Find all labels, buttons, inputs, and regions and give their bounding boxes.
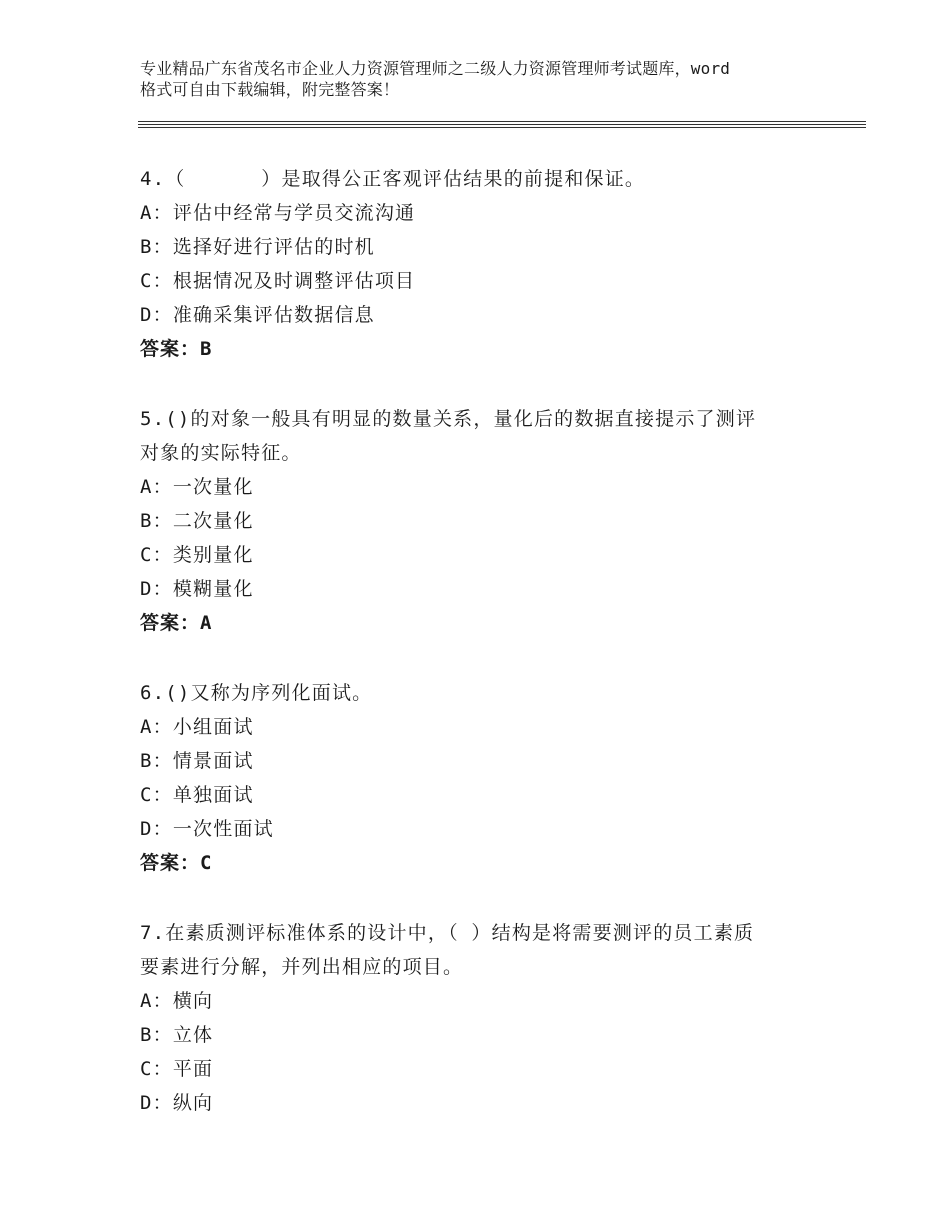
option-c: C：根据情况及时调整评估项目 xyxy=(140,270,416,292)
option-b: B：立体 xyxy=(140,1024,214,1046)
question-text: 5.()的对象一般具有明显的数量关系，量化后的数据直接提示了测评 xyxy=(140,408,757,430)
question-text: 7.在素质测评标准体系的设计中，（ ）结构是将需要测评的员工素质 xyxy=(140,922,755,944)
question-6 xyxy=(140,676,820,880)
answer-text: 答案：C xyxy=(140,852,213,874)
question-text: 6.()又称为序列化面试。 xyxy=(140,682,373,704)
header-rule-top xyxy=(138,121,866,122)
header-rule-middle xyxy=(138,124,866,125)
question-text-continued: 对象的实际特征。 xyxy=(140,442,302,464)
option-d: D：准确采集评估数据信息 xyxy=(140,304,375,326)
option-d: D：模糊量化 xyxy=(140,578,254,600)
option-c: C：类别量化 xyxy=(140,544,254,566)
option-d: D：一次性面试 xyxy=(140,818,274,840)
option-b: B：二次量化 xyxy=(140,510,254,532)
header-line-2: 格式可自由下载编辑，附完整答案！ xyxy=(140,80,400,99)
option-c: C：单独面试 xyxy=(140,784,254,806)
document-header xyxy=(140,58,840,100)
question-text-continued: 要素进行分解，并列出相应的项目。 xyxy=(140,956,464,978)
option-a: A：一次量化 xyxy=(140,476,254,498)
answer-text: 答案：B xyxy=(140,338,213,360)
option-d: D：纵向 xyxy=(140,1092,214,1114)
option-a: A：小组面试 xyxy=(140,716,254,738)
answer-text: 答案：A xyxy=(140,612,213,634)
question-7 xyxy=(140,916,820,1120)
option-b: B：选择好进行评估的时机 xyxy=(140,236,375,258)
option-a: A：评估中经常与学员交流沟通 xyxy=(140,202,416,224)
question-5 xyxy=(140,402,820,640)
option-b: B：情景面试 xyxy=(140,750,254,772)
header-line-1: 专业精品广东省茂名市企业人力资源管理师之二级人力资源管理师考试题库，word xyxy=(140,59,731,78)
header-rule-bottom xyxy=(138,127,866,128)
option-a: A：横向 xyxy=(140,990,214,1012)
question-list xyxy=(140,162,820,1156)
question-4 xyxy=(140,162,820,366)
option-c: C：平面 xyxy=(140,1058,214,1080)
question-text: 4.（ ）是取得公正客观评估结果的前提和保证。 xyxy=(140,168,646,190)
